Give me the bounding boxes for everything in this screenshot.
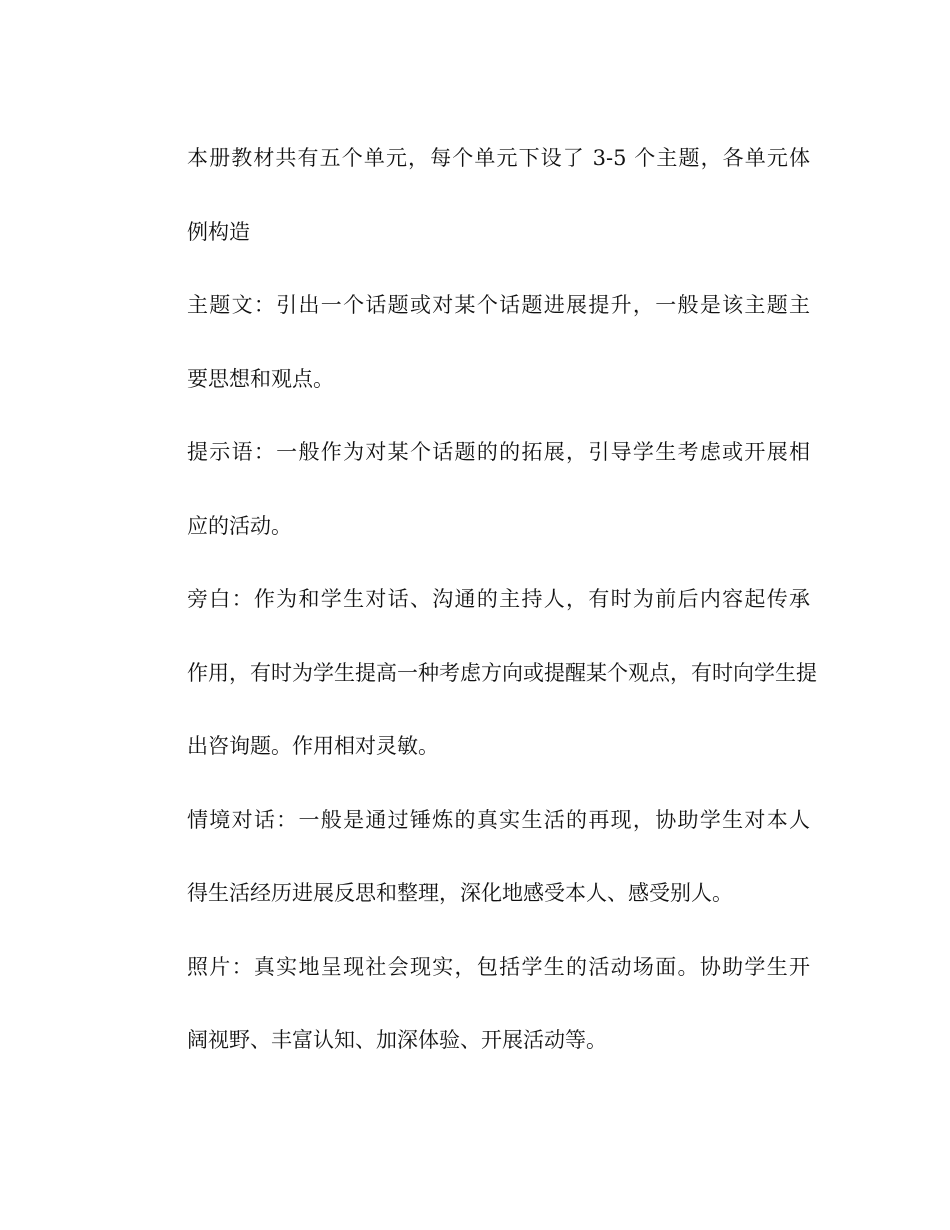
paragraph-dialogue xyxy=(143,784,810,931)
text-line: 得生活经历进展反思和整理，深化地感受本人、感受别人。 xyxy=(187,881,733,905)
text-line: 情境对话：一般是通过锤炼的真实生活的再现，协助学生对本人 xyxy=(187,807,810,832)
paragraph-prompt xyxy=(143,416,810,563)
text-line: 要思想和观点。 xyxy=(187,366,334,391)
paragraph-theme-text xyxy=(143,269,810,416)
text-line: 例构造 xyxy=(187,219,250,244)
text-line: 应的活动。 xyxy=(187,513,292,538)
paragraph-unit-structure xyxy=(143,122,810,269)
text-line: 阔视野、丰富认知、加深体验、开展活动等。 xyxy=(187,1028,607,1052)
text-line: 出咨询题。作用相对灵敏。 xyxy=(187,734,439,758)
text-line: 提示语：一般作为对某个话题的的拓展，引导学生考虑或开展相 xyxy=(187,440,810,464)
document-body xyxy=(143,122,817,1078)
text-line: 作用，有时为学生提高一种考虑方向或提醒某个观点，有时向学生提 xyxy=(187,660,817,685)
text-line: 旁白：作为和学生对话、沟通的主持人，有时为前后内容起传承 xyxy=(187,587,810,611)
text-line: 主题文：引出一个话题或对某个话题进展提升，一般是该主题主 xyxy=(187,293,810,317)
text-line: 照片：真实地呈现社会现实，包括学生的活动场面。协助学生开 xyxy=(187,954,810,979)
text-line: 本册教材共有五个单元，每个单元下设了 3-5 个主题，各单元体 xyxy=(187,146,810,170)
paragraph-photos xyxy=(143,931,810,1078)
paragraph-aside xyxy=(143,563,817,784)
